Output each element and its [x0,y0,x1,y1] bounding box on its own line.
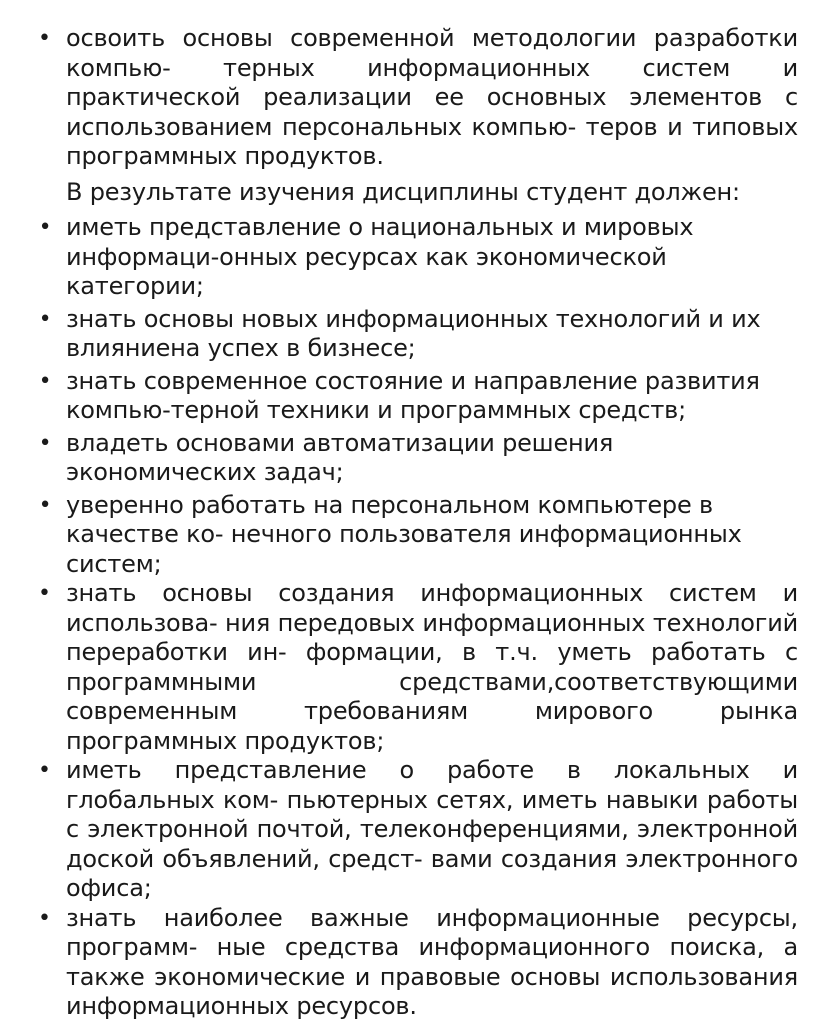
bullet-icon: • [38,306,52,332]
bullet-icon: • [38,581,51,606]
list-item-text: знать наиболее важные информационные ресурсы, программ- ные средства информационного поиска, а также экономические и правовые основы использования информационных ресурсов. [66,903,798,1020]
bullet-icon: • [38,368,52,394]
list-item-text: знать основы создания информационных систем и использова- ния передовых информационных технологий переработки ин- формации, в т.ч. уметь работать с программными средствами,соответствующими современным требованиям мирового рынка программных продуктов; [66,579,798,755]
list-item [38,579,798,756]
bullet-icon: • [38,492,52,518]
list-item-text: знать современное состояние и направление развития компью-терной техники и программных средств; [66,366,760,424]
list-item [38,428,798,488]
list-item-text: освоить основы современной методологии разработки компью- терных информационных систем и практической реализации ее основных элементов с использованием персональных компью- теров и типовых программных продуктов. [66,24,798,170]
list-item [38,903,798,1022]
list-item [38,213,798,302]
list-item-text: владеть основами автоматизации решения экономических задач; [66,428,614,486]
list-item-text: знать основы новых информационных технологий и их влияниена успех в бизнесе; [66,304,761,362]
list-item [38,304,798,364]
list-item-develop-methodology [38,24,798,172]
list-item-text: уверенно работать на персональном компьютере в качестве ко- нечного пользователя информационных систем; [66,490,742,578]
list-item-text: иметь представление о работе в локальных и глобальных ком- пьютерных сетях, иметь навыки работы с электронной почтой, телеконференциями, электронной доской объявлений, средст- вами создания электронного офиса; [66,756,798,902]
bullet-icon: • [38,758,51,783]
bullet-icon: • [38,26,51,51]
list-item [38,366,798,426]
bullet-icon: • [38,215,52,240]
bullet-icon: • [38,430,52,456]
list-item-text: иметь представление о национальных и мировых информаци-онных ресурсах как экономической категории; [66,213,694,300]
list-item [38,490,798,580]
intro-paragraph: В результате изучения дисциплины студент должен: [66,177,740,206]
list-item [38,756,798,904]
document-page [0,24,816,1022]
bullet-icon: • [38,905,51,931]
